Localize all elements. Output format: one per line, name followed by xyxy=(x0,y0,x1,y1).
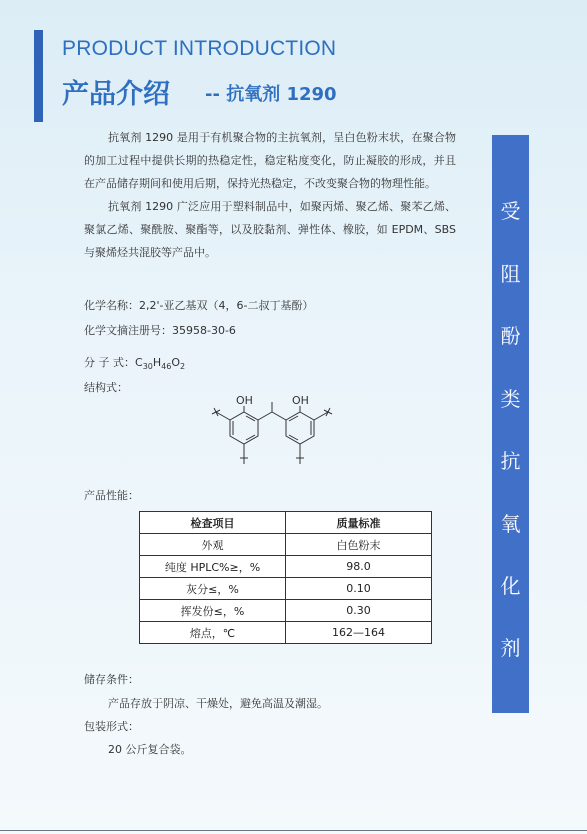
formula-h: H xyxy=(152,356,162,369)
category-sidebar xyxy=(492,135,529,713)
benzene-ring-right xyxy=(286,412,314,444)
table-row xyxy=(140,622,432,644)
double-bond xyxy=(289,435,298,440)
product-subtitle: -- 抗氧剂 1290 xyxy=(205,84,337,105)
sidebar-char: 酚 xyxy=(500,324,521,348)
chemical-name: 化学名称：2,2'-亚乙基双（4，6-二叔丁基酚） xyxy=(84,299,314,312)
table-cell: 162—164 xyxy=(286,622,432,644)
usage-paragraph: 抗氧剂 1290 广泛应用于塑料制品中，如聚丙烯、聚乙烯、聚苯乙烯、聚氯乙烯、聚酰胺、聚酯等，以及胶黏剂、弹性体、橡胶，如 EPDM、SBS 与聚烯烃共混胶等产品中。 xyxy=(84,200,456,259)
storage-text: 产品存放于阴凉、干燥处，避免高温及潮湿。 xyxy=(108,697,328,710)
table-row xyxy=(140,556,432,578)
structural-formula xyxy=(194,392,350,478)
table-row xyxy=(140,600,432,622)
table-cell: 0.30 xyxy=(286,600,432,622)
table-cell: 外观 xyxy=(140,534,286,556)
properties-label: 产品性能： xyxy=(84,489,139,502)
tbutyl-mark xyxy=(214,408,218,416)
table-row xyxy=(140,534,432,556)
sidebar-char: 抗 xyxy=(500,449,521,473)
table-cell: 0.10 xyxy=(286,578,432,600)
title-english: PRODUCT INTRODUCTION xyxy=(62,37,337,60)
tbutyl-mark xyxy=(326,408,330,416)
formula-c: C xyxy=(135,356,143,369)
double-bond xyxy=(289,416,298,421)
double-bond xyxy=(246,416,255,421)
header-accent-bar xyxy=(34,30,43,122)
bridge-bond-left xyxy=(258,412,272,420)
bottom-border xyxy=(0,830,587,831)
sidebar-char: 阻 xyxy=(500,262,521,286)
table-cell: 挥发份≤，% xyxy=(140,600,286,622)
molecular-formula xyxy=(84,354,185,371)
formula-o-sub: 2 xyxy=(180,362,186,372)
double-bond xyxy=(246,435,255,440)
formula-label: 分 子 式： xyxy=(84,356,135,369)
tbutyl-bond-left xyxy=(216,412,230,420)
packaging-text: 20 公斤复合袋。 xyxy=(108,743,192,756)
sidebar-char: 受 xyxy=(500,199,521,223)
title-chinese: 产品介绍 xyxy=(62,79,170,110)
sidebar-char: 剂 xyxy=(500,636,521,660)
table-header-row xyxy=(140,512,432,534)
table-cell: 纯度 HPLC%≥，% xyxy=(140,556,286,578)
cas-number: 化学文摘注册号：35958-30-6 xyxy=(84,324,236,337)
table-cell: 白色粉末 xyxy=(286,534,432,556)
oh-label-right: OH xyxy=(292,394,309,407)
table-header: 检查项目 xyxy=(140,512,286,534)
sidebar-char: 类 xyxy=(500,387,521,411)
intro-section xyxy=(84,126,456,264)
table-header: 质量标准 xyxy=(286,512,432,534)
packaging-label: 包装形式： xyxy=(84,720,139,733)
formula-h-sub: 46 xyxy=(161,362,172,372)
oh-label-left: OH xyxy=(236,394,253,407)
storage-label: 储存条件： xyxy=(84,673,139,686)
bridge-bond-right xyxy=(272,412,286,420)
formula-o: O xyxy=(171,356,181,369)
table-row xyxy=(140,578,432,600)
table-cell: 98.0 xyxy=(286,556,432,578)
benzene-ring-left xyxy=(230,412,258,444)
table-cell: 灰分≤，% xyxy=(140,578,286,600)
tbutyl-bond-right xyxy=(314,412,328,420)
properties-table xyxy=(139,511,432,644)
structure-label: 结构式： xyxy=(84,381,128,394)
table-cell: 熔点，℃ xyxy=(140,622,286,644)
formula-c-sub: 30 xyxy=(142,362,153,372)
intro-paragraph: 抗氧剂 1290 是用于有机聚合物的主抗氧剂，呈白色粉末状，在聚合物的加工过程中提供长期的热稳定性，稳定粘度变化，防止凝胶的形成，并且在产品储存期间和使用后期，保持光热稳定，不改变聚合物的物理性能。 xyxy=(84,131,456,190)
sidebar-char: 氧 xyxy=(500,512,521,536)
sidebar-char: 化 xyxy=(500,574,521,598)
